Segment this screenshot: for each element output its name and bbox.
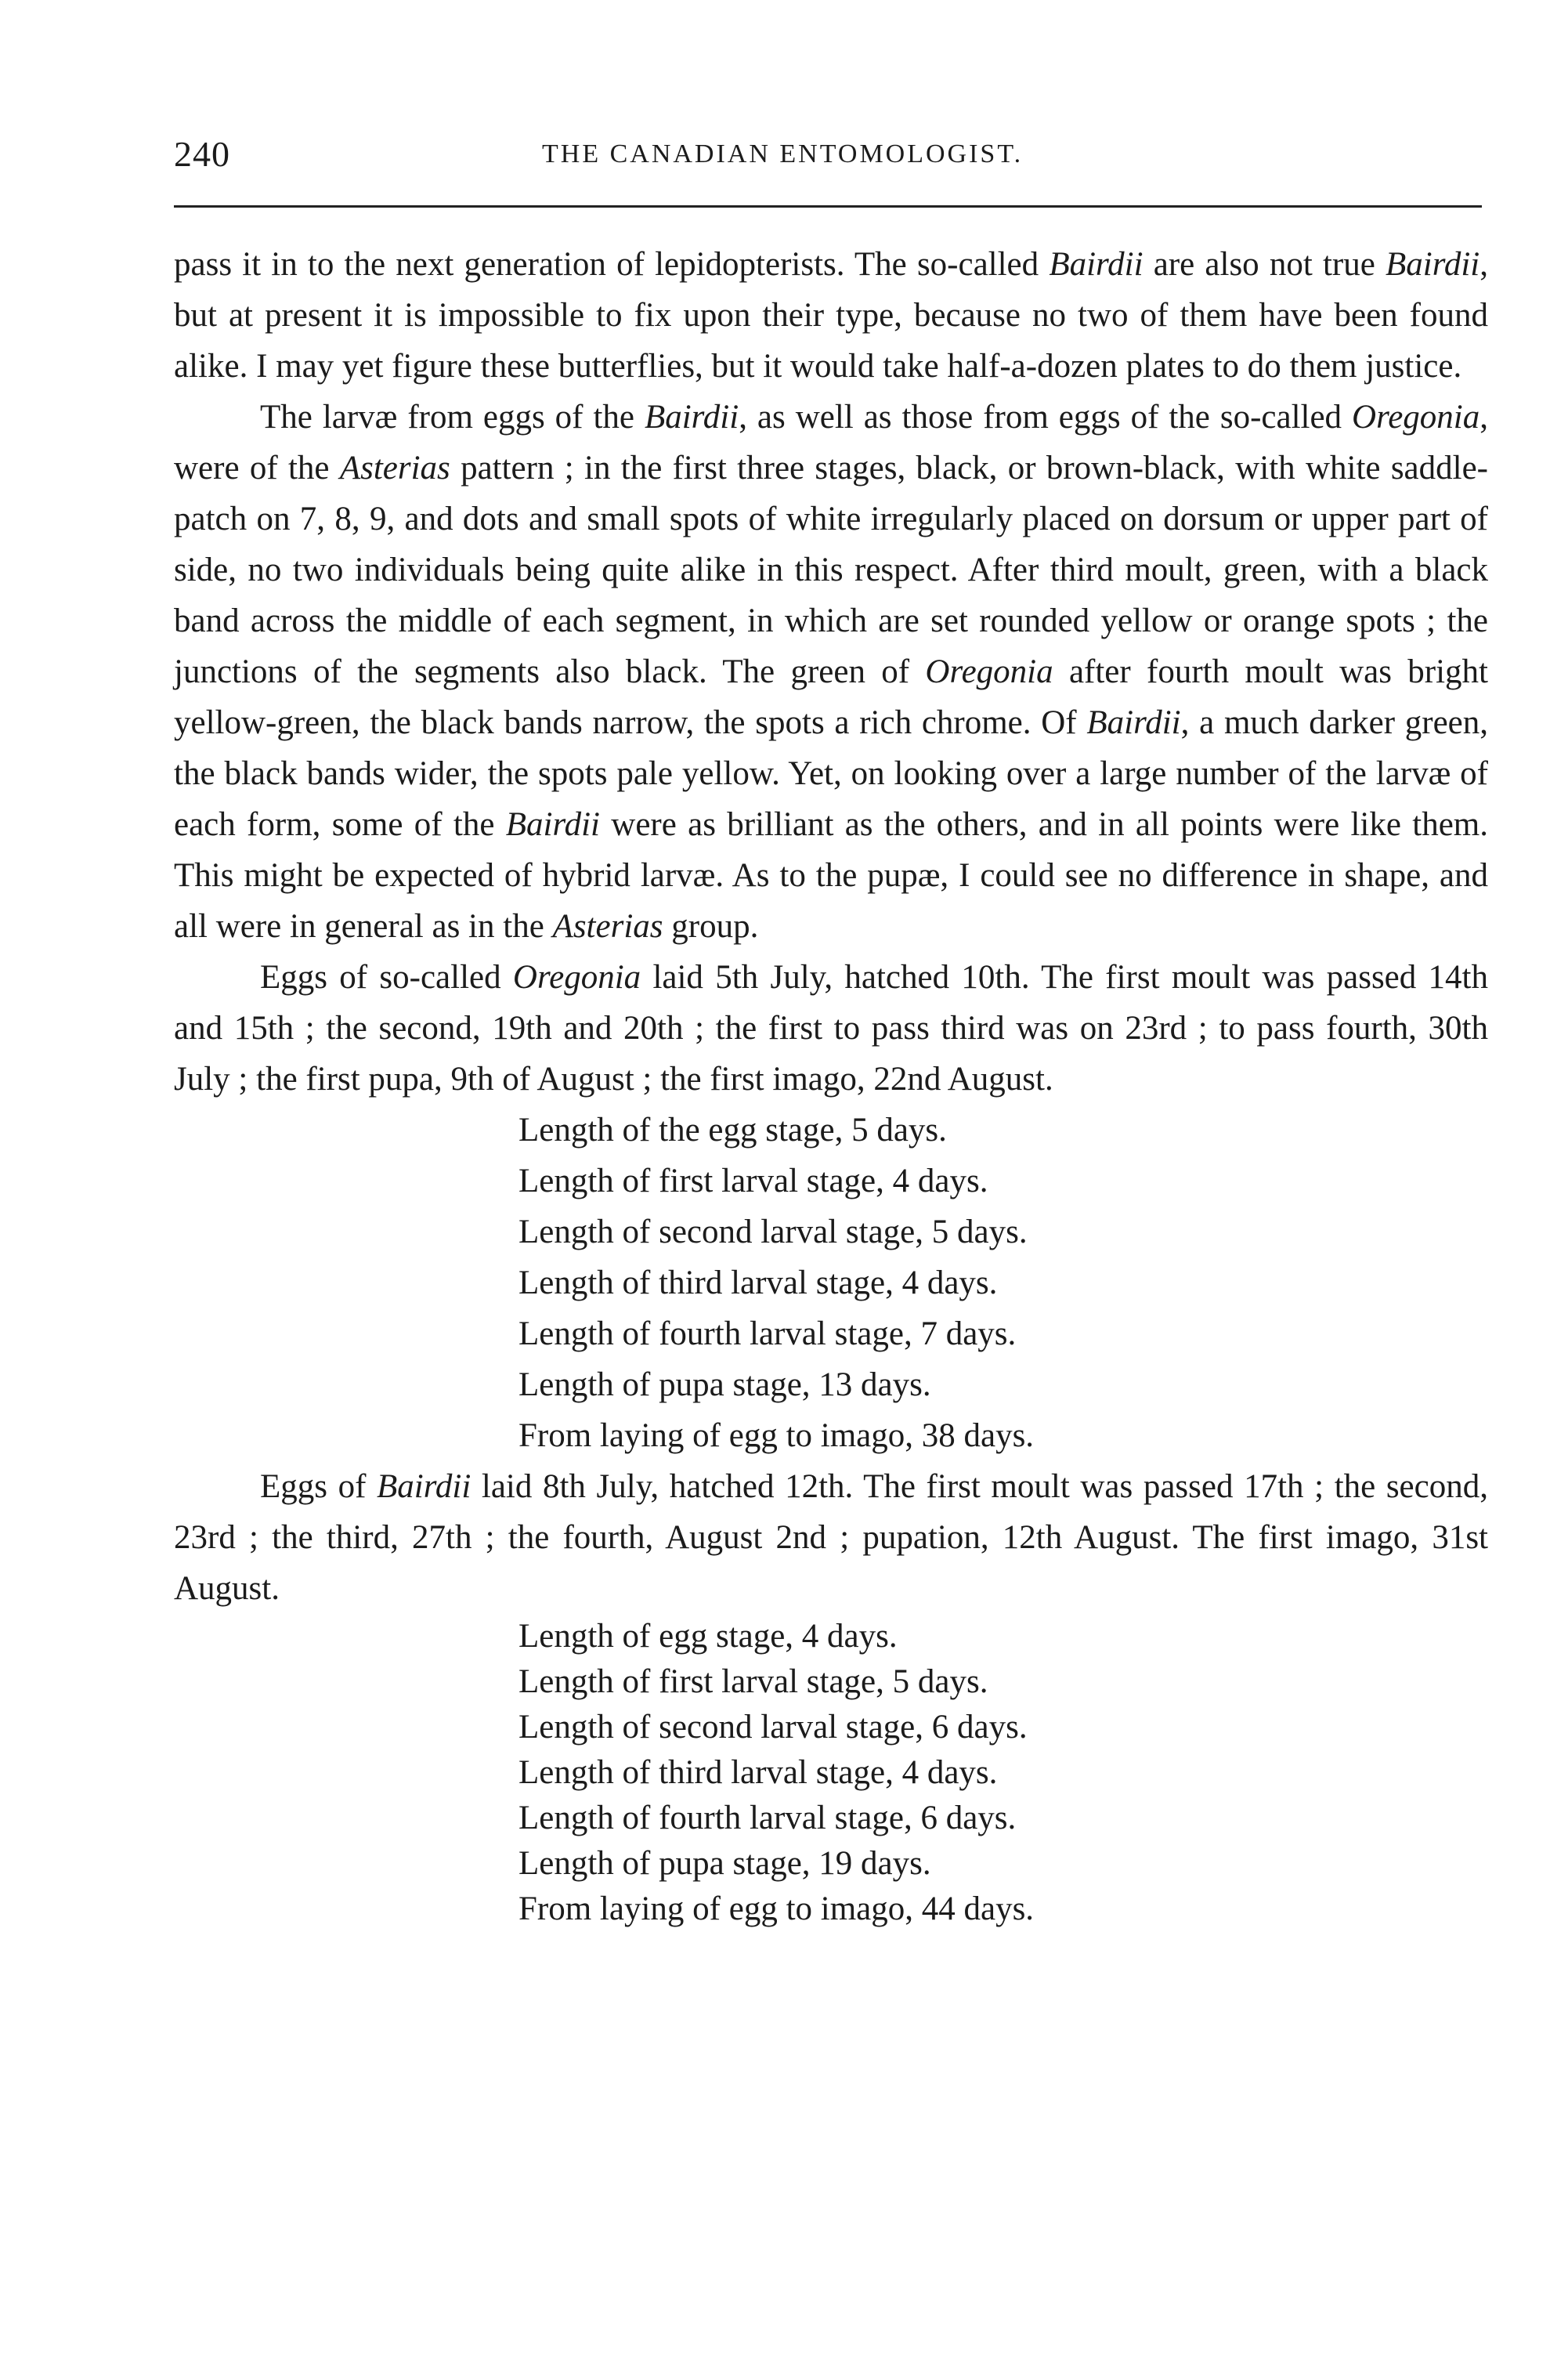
text-run: , were of the (174, 399, 1489, 487)
species-name: Asterias (552, 908, 663, 945)
paragraph-bairdii-types (174, 239, 1488, 392)
running-title: THE CANADIAN ENTOMOLOGIST. (542, 139, 1024, 168)
text-run: are also not true (1143, 246, 1386, 283)
duration-line: Length of fourth larval stage, 6 days. (518, 1800, 1017, 1836)
species-name: Bairdii (505, 806, 600, 843)
oregonia-stage-durations (174, 1105, 1488, 1461)
text-run: , but at present it is impossible to fix upon their type, because no two of them have been found alike. I may yet figure these butterflies, but it would take half-a-dozen plates to do them justice. (174, 246, 1488, 385)
species-name: Bairdii (1049, 246, 1143, 283)
duration-line: Length of second larval stage, 6 days. (518, 1709, 1028, 1746)
species-name: Bairdii (1386, 246, 1480, 283)
duration-line: Length of first larval stage, 4 days. (518, 1163, 988, 1199)
duration-line: Length of first larval stage, 5 days. (518, 1663, 988, 1700)
species-name: Bairdii (644, 399, 739, 436)
species-name: Oregonia (1352, 399, 1480, 436)
article-body (174, 239, 1488, 1932)
species-name: Bairdii (377, 1468, 471, 1505)
text-run: group. (663, 908, 759, 945)
duration-line: Length of fourth larval stage, 7 days. (518, 1315, 1017, 1352)
duration-line: From laying of egg to imago, 44 days. (518, 1890, 1035, 1927)
text-run: , a much darker green, the black bands wider, the spots pale yellow. Yet, on looking over a large number of the larvæ of each form, some of the (174, 704, 1488, 843)
header-rule (174, 205, 1482, 208)
paragraph-bairdii-eggs (174, 1461, 1488, 1614)
bairdii-stage-durations (174, 1614, 1488, 1932)
text-run: after fourth moult was bright yellow-green, the black bands narrow, the spots a rich chrome. Of (174, 653, 1488, 741)
text-run: The larvæ from eggs of the (260, 399, 645, 436)
text-run: Eggs of (260, 1468, 378, 1505)
text-run: pass it in to the next generation of lepidopterists. The so-called (174, 246, 1050, 283)
text-run: , as well as those from eggs of the so-called (739, 399, 1353, 436)
page-number: 240 (174, 134, 230, 174)
text-run: were as brilliant as the others, and in all points were like them. This might be expected of hybrid larvæ. As to the pupæ, I could see no difference in shape, and all were in general as in the (174, 806, 1488, 945)
species-name: Asterias (339, 450, 450, 487)
species-name: Bairdii (1086, 704, 1181, 741)
duration-line: Length of third larval stage, 4 days. (518, 1264, 998, 1301)
duration-line: Length of third larval stage, 4 days. (518, 1754, 998, 1791)
paragraph-larvae-description (174, 392, 1488, 952)
duration-line: Length of egg stage, 4 days. (518, 1618, 898, 1655)
text-run: laid 8th July, hatched 12th. The first moult was passed 17th ; the second, 23rd ; the third, 27th ; the fourth, August 2nd ; pupation, 12th August. The first imago, 31st August. (174, 1468, 1488, 1607)
text-run: pattern ; in the first three stages, black, or brown-black, with white saddle-patch on 7, 8, 9, and dots and small spots of white irregularly placed on dorsum or upper part of side, no two individuals being quite alike in this respect. After third moult, green, with a black band across the middle of each segment, in which are set rounded yellow or orange spots ; the junctions of the segments also black. The green of (174, 450, 1488, 690)
duration-line: Length of the egg stage, 5 days. (518, 1112, 947, 1149)
duration-line: Length of pupa stage, 19 days. (518, 1845, 931, 1882)
text-run: laid 5th July, hatched 10th. The first moult was passed 14th and 15th ; the second, 19th and 20th ; the first to pass third was on 23rd ; to pass fourth, 30th July ; the first pupa, 9th of August ; the first imago, 22nd August. (174, 959, 1489, 1098)
species-name: Oregonia (925, 653, 1053, 690)
page-header (174, 133, 1488, 180)
species-name: Oregonia (512, 959, 641, 996)
text-run: Eggs of so-called (260, 959, 513, 996)
duration-line: Length of pupa stage, 13 days. (518, 1366, 931, 1403)
duration-line: From laying of egg to imago, 38 days. (518, 1417, 1035, 1454)
duration-line: Length of second larval stage, 5 days. (518, 1214, 1028, 1250)
paragraph-oregonia-eggs (174, 952, 1488, 1105)
